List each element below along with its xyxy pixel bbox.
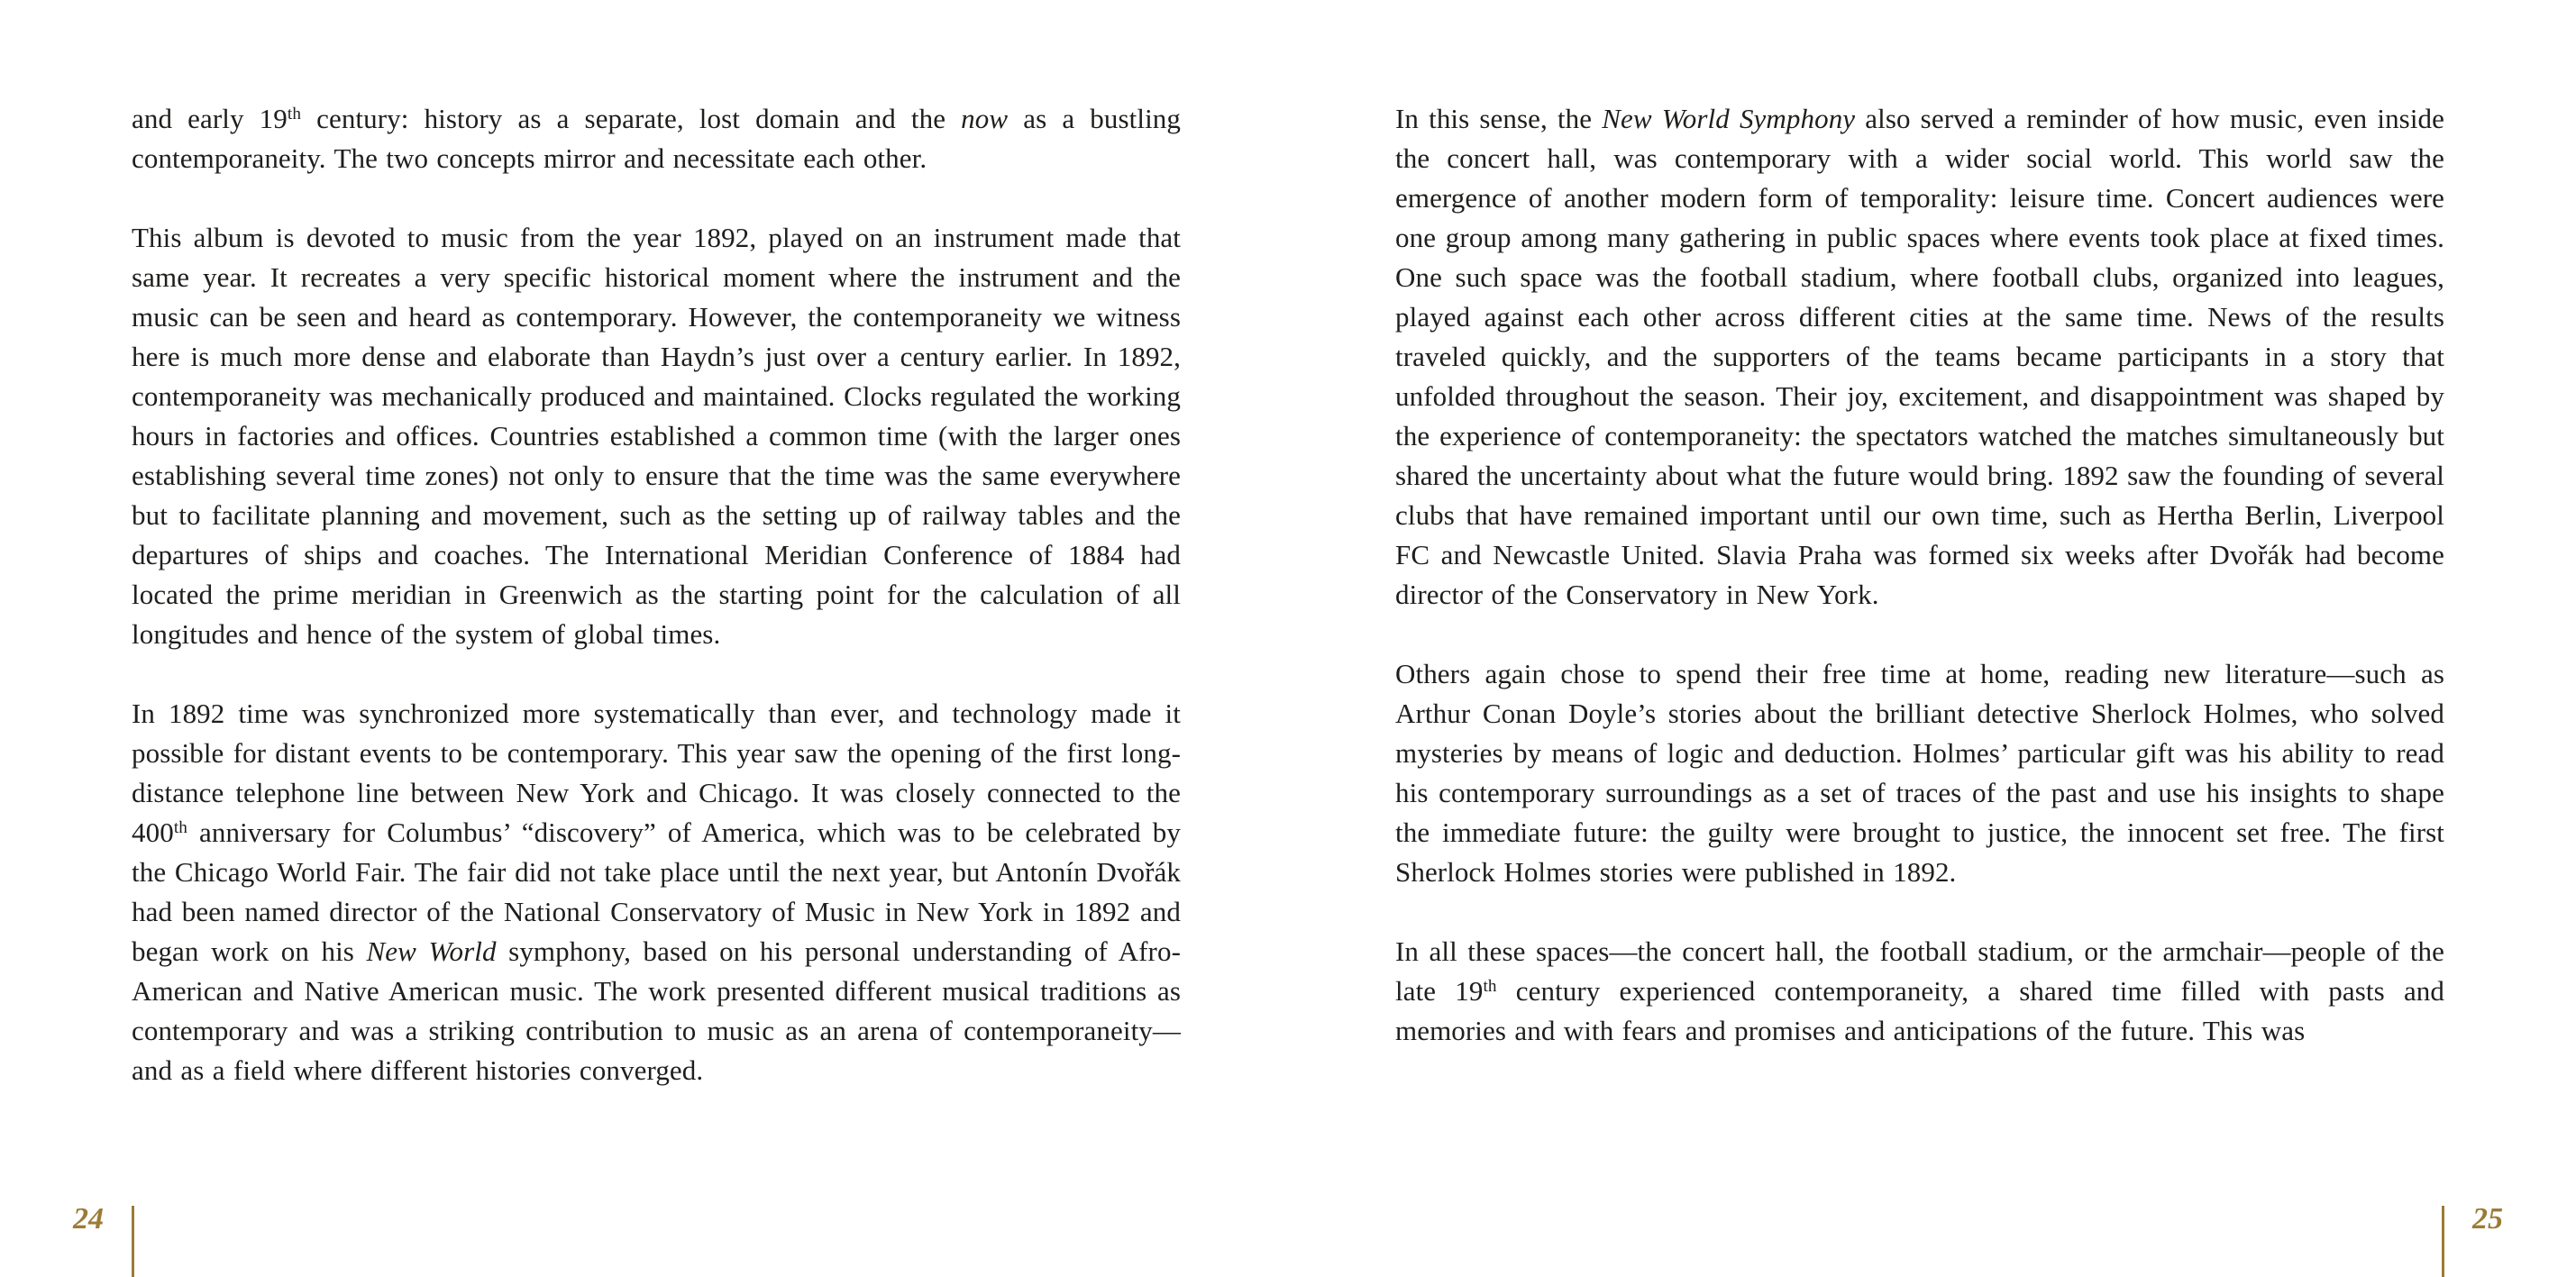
text-segment: century experienced contemporaneity, a shared time filled with pasts and memories and with fears and promises and anticipations of the future. This was (1395, 975, 2444, 1046)
text-segment: as a bustling contemporaneity. The two concepts mirror and necessitate each other. (132, 103, 1181, 174)
paragraph (132, 99, 1181, 178)
text-segment: In all these spaces—the concert hall, the football stadium, or the armchair—people of the late 19 (1395, 935, 2444, 1007)
page-left-text (132, 99, 1181, 1090)
page-number-left: 24 (73, 1202, 104, 1236)
paragraph (132, 218, 1181, 654)
text-segment: also served a reminder of how music, even inside the concert hall, was contemporary with a wider social world. This world saw the emergence of another modern form of temporality: leisure time. Concert audiences were one group among many gathering in public spaces where events took place at fixed times. One such space was the football stadium, where football clubs, organized into leagues, played against each other across different cities at the same time. News of the results traveled quickly, and the supporters of the teams became participants in a story that unfolded throughout the season. Their joy, excitement, and disappointment was shaped by the experience of contemporaneity: the spectators watched the matches simultaneously but shared the uncertainty about what the future would bring. 1892 saw the founding of several clubs that have remained important until our own time, such as Hertha Berlin, Liverpool FC and Newcastle United. Slavia Praha was formed six weeks after Dvořák had become director of the Conservatory in New York. (1395, 103, 2444, 610)
text-segment: Others again chose to spend their free time at home, reading new literature—such as Arthur Conan Doyle’s stories about the brilliant detective Sherlock Holmes, who solved mysteries by means of logic and deduction. Holmes’ particular gift was his ability to read his contemporary surroundings as a set of traces of the past and use his insights to shape the immediate future: the guilty were brought to justice, the innocent set free. The first Sherlock Holmes stories were published in 1892. (1395, 658, 2444, 888)
paragraph (1395, 99, 2444, 615)
text-segment: symphony, based on his personal understanding of Afro-American and Native American music. The work presented different musical traditions as contemporary and was a striking contribution to music as an arena of contemporaneity—and as a field where different histories converged. (132, 935, 1181, 1086)
superscript: th (1483, 977, 1497, 997)
footer-rule-right (2442, 1206, 2444, 1277)
page-number-right: 25 (2472, 1202, 2503, 1236)
text-segment: and early 19 (132, 103, 288, 134)
text-segment: century: history as a separate, lost domain and the (301, 103, 962, 134)
text-segment: In this sense, the (1395, 103, 1603, 134)
footer-rule-left (132, 1206, 134, 1277)
text-segment: In 1892 time was synchronized more systematically than ever, and technology made it possible for distant events to be contemporary. This year saw the opening of the first long-distance telephone line between New York and Chicago. It was closely connected to the 400 (132, 698, 1181, 848)
text-segment: This album is devoted to music from the year 1892, played on an instrument made that same year. It recreates a very specific historical moment where the instrument and the music can be seen and heard as contemporary. However, the contemporaneity we witness here is much more dense and elaborate than Haydn’s just over a century earlier. In 1892, contemporaneity was mechanically produced and maintained. Clocks regulated the working hours in factories and offices. Countries established a common time (with the larger ones establishing several time zones) not only to ensure that the time was the same everywhere but to facilitate planning and movement, such as the setting up of railway tables and the departures of ships and coaches. The International Meridian Conference of 1884 had located the prime meridian in Greenwich as the starting point for the calculation of all longitudes and hence of the system of global times. (132, 222, 1181, 650)
page-right (1288, 0, 2576, 1277)
paragraph (1395, 654, 2444, 892)
superscript: th (173, 818, 187, 838)
italic-text: New World Symphony (1602, 103, 1856, 134)
paragraph (1395, 932, 2444, 1051)
page-right-text (1395, 99, 2444, 1051)
italic-text: now (961, 103, 1009, 134)
paragraph (132, 694, 1181, 1090)
text-segment: anniversary for Columbus’ “discovery” of America, which was to be celebrated by the Chicago World Fair. The fair did not take place until the next year, but Antonín Dvořák had been named director of the National Conservatory of Music in New York in 1892 and began work on his (132, 816, 1181, 967)
italic-text: New World (366, 935, 497, 967)
superscript: th (287, 105, 302, 124)
